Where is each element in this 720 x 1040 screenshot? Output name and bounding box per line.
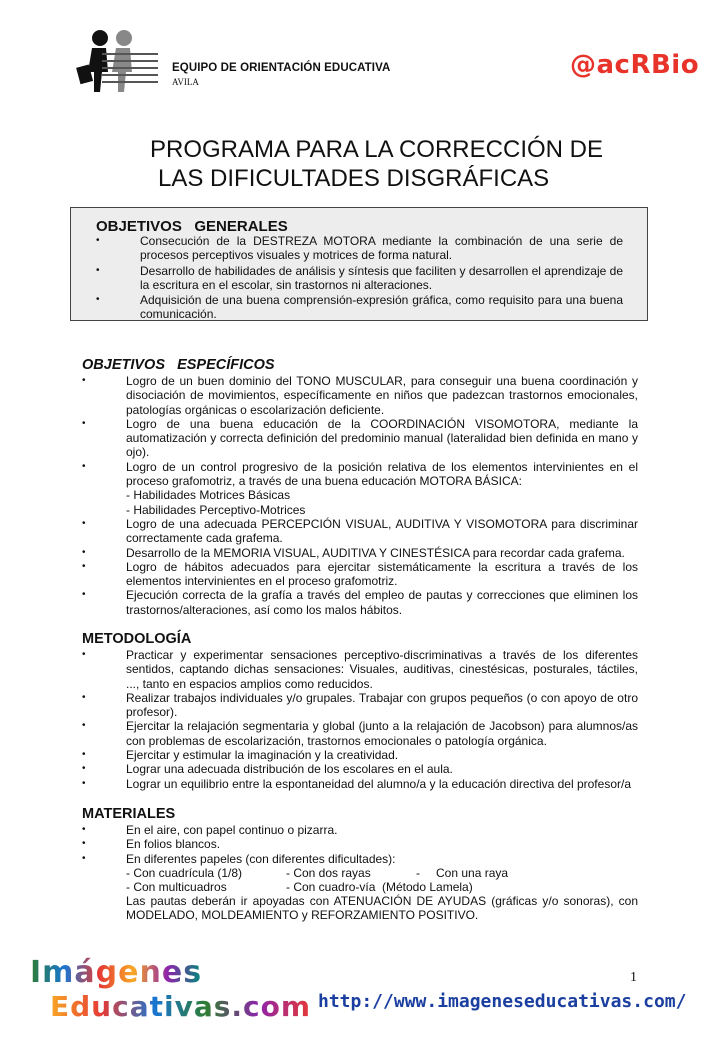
paper-type: - Con multicuadros xyxy=(126,880,227,894)
specific-objectives-heading: OBJETIVOS ESPECÍFICOS xyxy=(82,357,275,373)
materials-list xyxy=(82,823,638,866)
footer-url-link[interactable]: http://www.imageneseducativas.com/ xyxy=(318,991,687,1012)
bullet-icon: • xyxy=(82,517,86,529)
organization-logo xyxy=(76,28,160,99)
author-signature: @acRBio xyxy=(570,50,700,80)
bullet-icon: • xyxy=(82,777,86,789)
paper-types-row-2 xyxy=(126,880,473,894)
bullet-icon: • xyxy=(82,852,86,864)
bullet-icon: • xyxy=(82,546,86,558)
materials-note: Las pautas deberán ir apoyadas con ATENUACIÓN DE AYUDAS (gráficas y/o sonoras), con MODELADO, MOLDEAMIENTO y REFORZAMIENTO POSITIVO. xyxy=(126,894,638,923)
bullet-icon: • xyxy=(82,691,86,703)
list-item: • Realizar trabajos individuales y/o grupales. Trabajar con grupos pequeños (o con apoyo de otro profesor). xyxy=(82,690,638,720)
bullet-icon: • xyxy=(82,417,86,429)
paper-type: Con una raya xyxy=(436,866,509,880)
bullet-icon: • xyxy=(82,749,86,761)
bullet-icon: • xyxy=(82,824,86,835)
bullet-icon: • xyxy=(82,375,86,386)
separator: - xyxy=(416,866,420,880)
list-item: • Logro de una buena educación de la COORDINACIÓN VISOMOTORA, mediante la automatización y correcta definición del predominio manual (lateralidad bien definida en mano y ojo). xyxy=(82,416,638,460)
footer-logo-line-1: Imágenes xyxy=(30,955,203,990)
bullet-icon: • xyxy=(82,838,86,850)
list-item: • Desarrollo de habilidades de análisis y síntesis que faciliten y desarrollen el aprendizaje de la escritura en el escolar, sin trastornos ni alteraciones. xyxy=(96,263,623,292)
paper-type: - Con cuadrícula (1/8) xyxy=(126,866,243,880)
list-item: • En diferentes papeles (con diferentes dificultades): xyxy=(82,851,396,866)
list-item: • En el aire, con papel continuo o pizarra. xyxy=(82,823,338,837)
specific-objectives-list xyxy=(82,374,638,617)
bullet-icon: • xyxy=(82,560,86,572)
list-item: • Lograr un equilibrio entre la espontaneidad del alumno/a y la educación directiva del profesor/a xyxy=(82,776,631,791)
footer-logo-line-2: Educativas.com xyxy=(50,990,312,1023)
list-item: • Adquisición de una buena comprensión-expresión gráfica, como requisito para una buena comunicación. xyxy=(96,293,623,322)
list-item: • Logro de un control progresivo de la posición relativa de los elementos intervinientes en el proceso grafomotriz, a través de una buena educación MOTORA BÁSICA: - Habilidades Motrices Básicas - Habilidades Perceptivo-Motrices xyxy=(82,459,638,517)
general-objectives-heading: OBJETIVOS GENERALES xyxy=(96,218,288,235)
list-item: • En folios blancos. xyxy=(82,837,221,852)
materials-heading: MATERIALES xyxy=(82,806,176,822)
list-item: • Ejercitar la relajación segmentaria y global (junto a la relajación de Jacobson) para alumnos/as con problemas de escolarización, trastornos emocionales o patología orgánica. xyxy=(82,719,638,748)
paper-type: - Con dos rayas xyxy=(286,866,371,880)
bullet-icon: • xyxy=(82,720,86,732)
organization-name: EQUIPO DE ORIENTACIÓN EDUCATIVA xyxy=(172,62,391,74)
general-objectives-list xyxy=(96,234,623,323)
page-number: 1 xyxy=(630,970,637,985)
paper-type-note: (Método Lamela) xyxy=(382,880,473,894)
list-item: • Logro de un buen dominio del TONO MUSCULAR, para conseguir una buena coordinación y disociación de movimientos, específicamente en niños que padezcan trastornos emocionales, patologías orgánicas o escolarización deficiente. xyxy=(82,374,638,417)
list-item: • Logro de hábitos adecuados para ejercitar sistemáticamente la escritura a través de los elementos intervinientes en el proceso grafomotriz. xyxy=(82,559,638,589)
title-line-1: PROGRAMA PARA LA CORRECCIÓN DE xyxy=(150,136,603,163)
title-line-2: LAS DIFICULTADES DISGRÁFICAS xyxy=(158,165,550,192)
list-item: • Desarrollo de la MEMORIA VISUAL, AUDITIVA Y CINESTÉSICA para recordar cada grafema. xyxy=(82,545,625,560)
sub-item: - Habilidades Perceptivo-Motrices xyxy=(126,502,306,517)
bullet-icon: • xyxy=(82,589,86,601)
list-item: • Lograr una adecuada distribución de los escolares en el aula. xyxy=(82,762,453,777)
paper-type: - Con cuadro-vía xyxy=(286,880,376,894)
methodology-heading: METODOLOGÍA xyxy=(82,631,192,647)
list-item: • Practicar y experimentar sensaciones perceptivo-discriminativas a través de los diferentes sentidos, captando dichas sensaciones: Visuales, auditivas, cinestésicas, posturales, táctiles, ..., tanto en espacios amplios como reducidos. xyxy=(82,648,638,691)
document-title xyxy=(150,135,603,193)
bullet-icon: • xyxy=(96,264,100,276)
bullet-icon: • xyxy=(82,763,86,775)
organization-city: AVILA xyxy=(172,77,199,87)
list-item: • Consecución de la DESTREZA MOTORA mediante la combinación de una serie de procesos perceptivos visuales y motrices de forma natural. xyxy=(96,234,623,263)
sub-item: - Habilidades Motrices Básicas xyxy=(126,488,291,503)
paper-types-row-1 xyxy=(126,866,508,880)
list-item: • Ejecución correcta de la grafía a través del empleo de pautas y correcciones que eliminen los trastornos/alteraciones, así como los malos hábitos. xyxy=(82,588,638,617)
bullet-icon: • xyxy=(82,460,86,472)
bullet-icon: • xyxy=(82,649,86,660)
list-item: • Logro de una adecuada PERCEPCIÓN VISUAL, AUDITIVA Y VISOMOTORA para discriminar correctamente cada grafema. xyxy=(82,516,638,546)
bullet-icon: • xyxy=(96,235,100,246)
methodology-list xyxy=(82,648,638,791)
list-item: • Ejercitar y estimular la imaginación y la creatividad. xyxy=(82,748,399,763)
bullet-icon: • xyxy=(96,294,100,306)
